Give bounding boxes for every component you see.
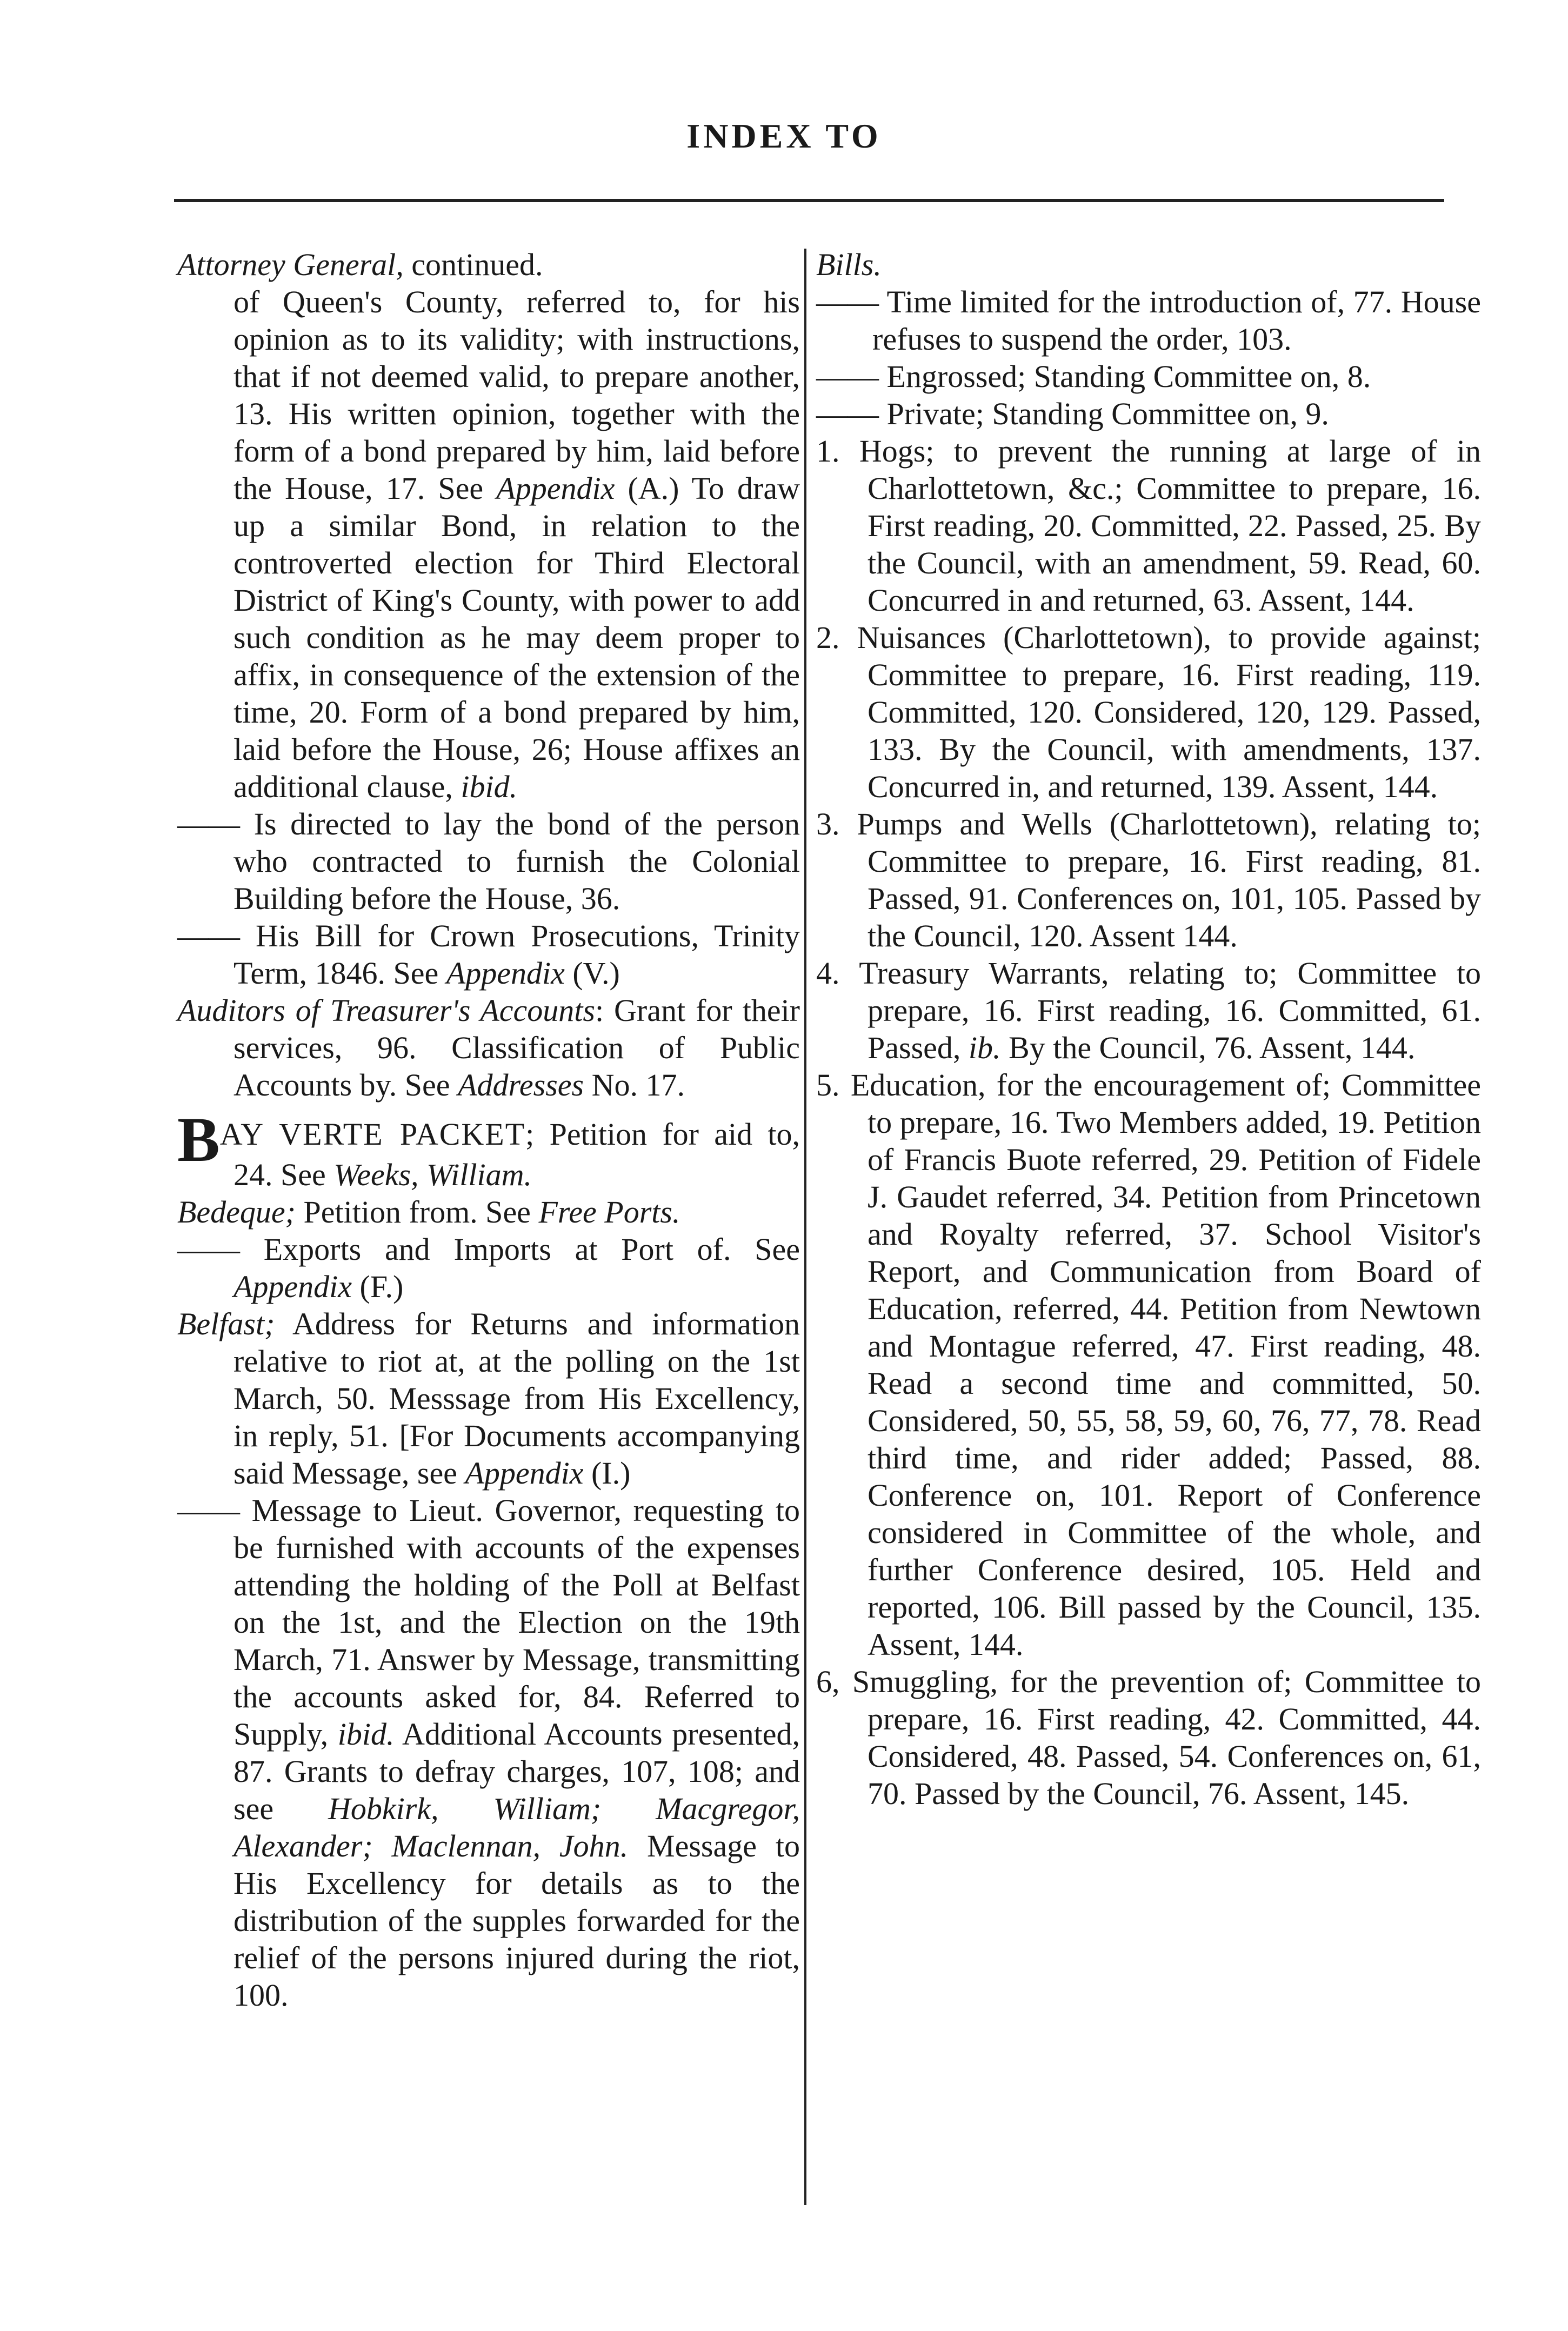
bill-item-6: 6, Smuggling, for the prevention of; Committee to prepare, 16. First reading, 42. Committed, 44. Considered, 48. Passed, 54. Conferences on, 61, 70. Passed by the Council, 76. Assent, 145.: [816, 1664, 1481, 1811]
bill-item-4: 4. Treasury Warrants, relating to; Committee to prepare, 16. First reading, 16. Committed, 61. Passed, ib. By the Council, 76. Assent, 144.: [816, 956, 1481, 1065]
left-column: [177, 246, 800, 2014]
bill-item-1: 1. Hogs; to prevent the running at large of in Charlottetown, &c.; Committee to prepare, 16. First reading, 20. Committed, 22. Passed, 25. By the Council, with an amendment, 59. Read, 60. Concurred in and returned, 63. Assent, 144.: [816, 433, 1481, 618]
bill-item-3: 3. Pumps and Wells (Charlottetown), relating to; Committee to prepare, 16. First reading, 81. Passed, 91. Conferences on, 101, 105. Passed by the Council, 120. Assent 144.: [816, 806, 1481, 953]
bills-time-limited: —— Time limited for the introduction of, 77. House refuses to suspend the order, 103.: [816, 284, 1481, 357]
column-divider: [804, 249, 806, 2205]
right-column: [816, 246, 1481, 1812]
belfast-message: —— Message to Lieut. Governor, requesting to be furnished with accounts of the expenses attending the holding of the Poll at Belfast on the 1st, and the Election on the 19th March, 71. Answer by Message, transmitting the accounts asked for, 84. Referred to Supply, ibid. Additional Accounts presented, 87. Grants to defray charges, 107, 108; and see Hobkirk, William; Macgregor, Alexander; Maclennan, John. Message to His Excellency for details as to the distribution of the supples forwarded for the relief of the persons injured during the riot, 100.: [177, 1493, 800, 2013]
entry-bay-verte: BAY VERTE PACKET; Petition for aid to, 24. See Weeks, William.: [177, 1104, 800, 1192]
attorney-directed: —— Is directed to lay the bond of the person who contracted to furnish the Colonial Building before the House, 36.: [177, 806, 800, 916]
entry-belfast: Belfast; Address for Returns and information relative to riot at, at the polling on the 1st March, 50. Messsage from His Excellency, in reply, 51. [For Documents accompanying said Message, see Appendix (I.): [177, 1306, 800, 1491]
attorney-general-body: of Queen's County, referred to, for his opinion as to its validity; with instructions, that if not deemed valid, to prepare another, 13. His written opinion, together with the form of a bond prepared by him, laid before the House, 17. See Appendix (A.) To draw up a similar Bond, in relation to the controverted election for Third Electoral District of King's County, with power to add such condition as he may deem proper to affix, in consequence of the extension of the time, 20. Form of a bond prepared by him, laid before the House, 26; House affixes an additional clause, ibid.: [233, 284, 800, 804]
entry-bedeque: Bedeque; Petition from. See Free Ports.: [177, 1194, 680, 1230]
drop-cap: B: [177, 1104, 220, 1175]
entry-auditors: Auditors of Treasurer's Accounts: Grant for their services, 96. Classification of Public Accounts by. See Addresses No. 17.: [177, 993, 800, 1103]
attorney-bill: —— His Bill for Crown Prosecutions, Trinity Term, 1846. See Appendix (V.): [177, 918, 800, 991]
bills-private: —— Private; Standing Committee on, 9.: [816, 396, 1329, 431]
bills-engrossed: —— Engrossed; Standing Committee on, 8.: [816, 359, 1371, 394]
bedeque-exports: —— Exports and Imports at Port of. See Appendix (F.): [177, 1232, 800, 1304]
entry-bills: Bills.: [816, 247, 882, 282]
header-rule: [174, 199, 1444, 202]
page-header: INDEX TO: [686, 117, 882, 155]
entry-attorney-general: Attorney General, continued.: [177, 247, 543, 282]
bill-item-2: 2. Nuisances (Charlottetown), to provide against; Committee to prepare, 16. First reading, 119. Committed, 120. Considered, 120, 129. Passed, 133. By the Council, with amendments, 137. Concurred in, and returned, 139. Assent, 144.: [816, 620, 1481, 804]
bill-item-5: 5. Education, for the encouragement of; Committee to prepare, 16. Two Members added, 19. Petition of Francis Buote referred, 29. Petition of Fidele J. Gaudet referred, 34. Petition from Princetown and Royalty referred, 37. School Visitor's Report, and Communication from Board of Education, referred, 44. Petition from Newtown and Montague referred, 47. First reading, 48. Read a second time and committed, 50. Considered, 50, 55, 58, 59, 60, 76, 77, 78. Read third time, and rider added; Passed, 88. Conference on, 101. Report of Conference considered in Committee of the whole, and further Conference desired, 105. Held and reported, 106. Bill passed by the Council, 135. Assent, 144.: [816, 1067, 1481, 1662]
